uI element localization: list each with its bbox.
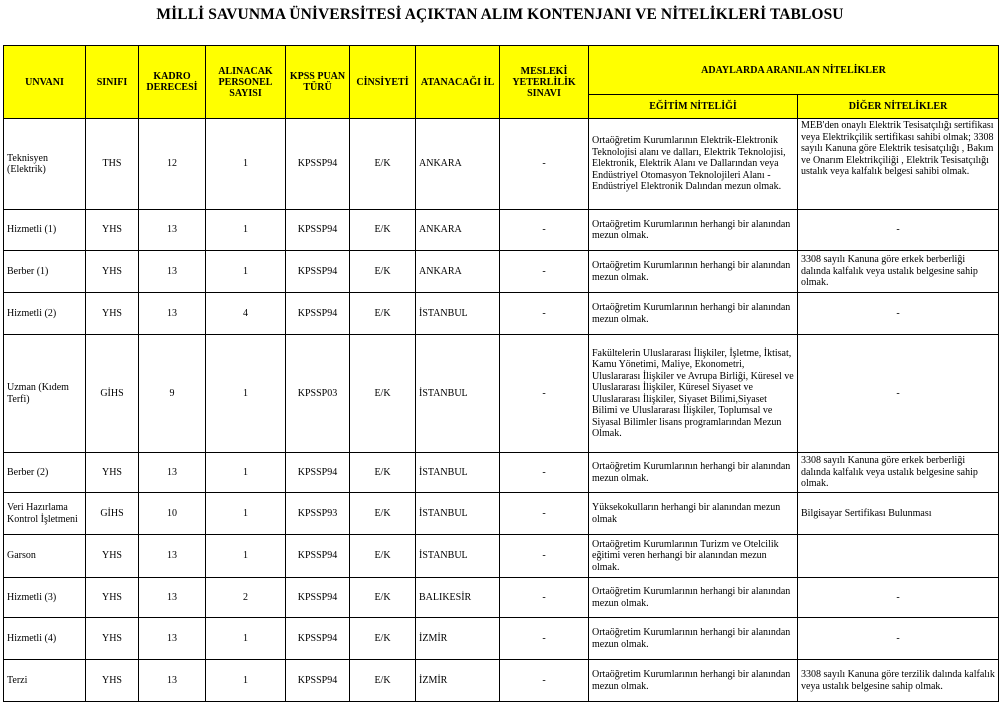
cell-egitim: Ortaöğretim Kurumlarının Elektrik-Elektronik Teknolojisi alanı ve dalları, Elektrik Teknolojisi, Elektronik, Elektrik Alanı ve Dallarından veya Endüstriyel Otomasyon Teknolojileri Alanı - Endüstriyel Elektronik Dalından mezun olmak. [589, 119, 798, 210]
cell-sinif: YHS [86, 293, 139, 335]
cell-cinsiyet: E/K [350, 293, 416, 335]
cell-diger: Bilgisayar Sertifikası Bulunması [798, 493, 999, 535]
cell-sayi: 1 [206, 453, 286, 493]
cell-kpss: KPSSP94 [286, 251, 350, 293]
cell-kpss: KPSSP94 [286, 535, 350, 578]
cell-diger: 3308 sayılı Kanuna göre erkek berberliği dalında kalfalık veya ustalık belgesine sahip olmak. [798, 453, 999, 493]
header-kpss: KPSS PUAN TÜRÜ [286, 46, 350, 119]
cell-kpss: KPSSP94 [286, 453, 350, 493]
cell-egitim: Ortaöğretim Kurumlarının herhangi bir alanından mezun olmak. [589, 210, 798, 251]
cell-egitim: Ortaöğretim Kurumlarının herhangi bir alanından mezun olmak. [589, 251, 798, 293]
cell-sayi: 1 [206, 535, 286, 578]
cell-il: İSTANBUL [416, 535, 500, 578]
cell-kpss: KPSSP94 [286, 660, 350, 702]
cell-egitim: Ortaöğretim Kurumlarının herhangi bir alanından mezun olmak. [589, 578, 798, 618]
table-row [4, 293, 999, 335]
cell-sinif: YHS [86, 210, 139, 251]
cell-unvan: Teknisyen (Elektrik) [4, 119, 86, 210]
cell-kadro: 9 [139, 335, 206, 453]
cell-sayi: 4 [206, 293, 286, 335]
cell-kadro: 13 [139, 535, 206, 578]
cell-diger: - [798, 210, 999, 251]
table-row [4, 251, 999, 293]
cell-sayi: 1 [206, 210, 286, 251]
cell-egitim: Yüksekokulların herhangi bir alanından mezun olmak [589, 493, 798, 535]
cell-il: ANKARA [416, 251, 500, 293]
cell-kpss: KPSSP94 [286, 210, 350, 251]
cell-cinsiyet: E/K [350, 119, 416, 210]
cell-kadro: 10 [139, 493, 206, 535]
cell-sinif: YHS [86, 453, 139, 493]
cell-sayi: 1 [206, 493, 286, 535]
cell-il: İSTANBUL [416, 335, 500, 453]
cell-cinsiyet: E/K [350, 493, 416, 535]
table-row [4, 578, 999, 618]
header-unvan: UNVANI [4, 46, 86, 119]
cell-egitim: Ortaöğretim Kurumlarının herhangi bir alanından mezun olmak. [589, 618, 798, 660]
table-row [4, 119, 999, 210]
cell-il: İZMİR [416, 618, 500, 660]
cell-sinif: YHS [86, 251, 139, 293]
table-row [4, 335, 999, 453]
cell-unvan: Veri Hazırlama Kontrol İşletmeni [4, 493, 86, 535]
positions-table [3, 45, 999, 702]
cell-diger: - [798, 335, 999, 453]
cell-sinif: YHS [86, 660, 139, 702]
cell-kpss: KPSSP94 [286, 578, 350, 618]
header-alinacak: ALINACAK PERSONEL SAYISI [206, 46, 286, 119]
cell-cinsiyet: E/K [350, 453, 416, 493]
cell-kpss: KPSSP03 [286, 335, 350, 453]
cell-kadro: 13 [139, 618, 206, 660]
cell-mesleki: - [500, 660, 589, 702]
cell-cinsiyet: E/K [350, 535, 416, 578]
cell-kpss: KPSSP94 [286, 618, 350, 660]
cell-kadro: 13 [139, 660, 206, 702]
cell-kadro: 13 [139, 578, 206, 618]
cell-mesleki: - [500, 293, 589, 335]
cell-il: İZMİR [416, 660, 500, 702]
cell-egitim: Ortaöğretim Kurumlarının Turizm ve Otelcilik eğitimi veren herhangi bir alanından mezun olmak. [589, 535, 798, 578]
cell-mesleki: - [500, 119, 589, 210]
cell-sinif: YHS [86, 535, 139, 578]
header-sinif: SINIFI [86, 46, 139, 119]
header-nitelikler: ADAYLARDA ARANILAN NİTELİKLER [589, 46, 999, 95]
cell-il: İSTANBUL [416, 493, 500, 535]
cell-sayi: 1 [206, 119, 286, 210]
cell-diger: - [798, 618, 999, 660]
cell-sayi: 1 [206, 660, 286, 702]
cell-unvan: Hizmetli (4) [4, 618, 86, 660]
cell-kadro: 13 [139, 293, 206, 335]
cell-unvan: Hizmetli (3) [4, 578, 86, 618]
cell-sinif: THS [86, 119, 139, 210]
header-egitim: EĞİTİM NİTELİĞİ [589, 95, 798, 119]
cell-mesleki: - [500, 210, 589, 251]
cell-kadro: 13 [139, 453, 206, 493]
cell-diger: - [798, 578, 999, 618]
cell-diger: 3308 sayılı Kanuna göre terzilik dalında kalfalık veya ustalık belgesine sahip olmak. [798, 660, 999, 702]
cell-unvan: Hizmetli (1) [4, 210, 86, 251]
page-title: MİLLİ SAVUNMA ÜNİVERSİTESİ AÇIKTAN ALIM KONTENJANI VE NİTELİKLERİ TABLOSU [156, 6, 844, 23]
cell-sayi: 1 [206, 251, 286, 293]
cell-unvan: Hizmetli (2) [4, 293, 86, 335]
cell-il: İSTANBUL [416, 293, 500, 335]
cell-sayi: 2 [206, 578, 286, 618]
cell-egitim: Ortaöğretim Kurumlarının herhangi bir alanından mezun olmak. [589, 453, 798, 493]
cell-mesleki: - [500, 453, 589, 493]
table-row [4, 453, 999, 493]
header-diger: DİĞER NİTELİKLER [798, 95, 999, 119]
cell-mesleki: - [500, 535, 589, 578]
table-row [4, 210, 999, 251]
header-mesleki: MESLEKİ YETERLİLİK SINAVI [500, 46, 589, 119]
cell-il: BALIKESİR [416, 578, 500, 618]
cell-egitim: Ortaöğretim Kurumlarının herhangi bir alanından mezun olmak. [589, 660, 798, 702]
cell-il: İSTANBUL [416, 453, 500, 493]
cell-sinif: GİHS [86, 335, 139, 453]
cell-sinif: YHS [86, 618, 139, 660]
cell-egitim: Fakültelerin Uluslararası İlişkiler, İşletme, İktisat, Kamu Yönetimi, Maliye, Ekonometri, Uluslararası İlişkiler ve Avrupa Birliği, Küresel ve Uluslararası İlişkiler, Küresel Siyaset ve Uluslararası İlişkiler, Siyaset Bilimi,Siyaset Bilimi ve Uluslararası İlişkiler, Toplumsal ve Siyasal Bilimler lisans programlarından Mezun Olmak. [589, 335, 798, 453]
header-kadro: KADRO DERECESİ [139, 46, 206, 119]
cell-diger: - [798, 293, 999, 335]
cell-mesleki: - [500, 618, 589, 660]
cell-unvan: Terzi [4, 660, 86, 702]
cell-mesleki: - [500, 251, 589, 293]
cell-kadro: 13 [139, 251, 206, 293]
cell-mesleki: - [500, 493, 589, 535]
cell-unvan: Berber (2) [4, 453, 86, 493]
cell-il: ANKARA [416, 210, 500, 251]
cell-kadro: 13 [139, 210, 206, 251]
cell-kpss: KPSSP93 [286, 493, 350, 535]
cell-cinsiyet: E/K [350, 251, 416, 293]
cell-cinsiyet: E/K [350, 660, 416, 702]
cell-mesleki: - [500, 578, 589, 618]
cell-diger [798, 535, 999, 578]
cell-egitim: Ortaöğretim Kurumlarının herhangi bir alanından mezun olmak. [589, 293, 798, 335]
cell-sinif: YHS [86, 578, 139, 618]
cell-kadro: 12 [139, 119, 206, 210]
header-il: ATANACAĞI İL [416, 46, 500, 119]
cell-cinsiyet: E/K [350, 578, 416, 618]
table-row [4, 660, 999, 702]
header-cinsiyet: CİNSİYETİ [350, 46, 416, 119]
cell-cinsiyet: E/K [350, 618, 416, 660]
cell-sayi: 1 [206, 618, 286, 660]
table-row [4, 618, 999, 660]
cell-sayi: 1 [206, 335, 286, 453]
cell-mesleki: - [500, 335, 589, 453]
cell-unvan: Uzman (Kıdem Terfi) [4, 335, 86, 453]
table-row [4, 493, 999, 535]
cell-unvan: Garson [4, 535, 86, 578]
cell-diger: MEB'den onaylı Elektrik Tesisatçılığı sertifikası veya Elektrikçilik sertifikası sahibi olmak; 3308 sayılı Kanuna göre Elektrik tesisatçılığı , Bakım ve Onarım Elektrikçiliği , Elektrik Tesisatçılığı ustalık veya kalfalık belgesi sahibi olmak. [798, 119, 999, 210]
cell-kpss: KPSSP94 [286, 119, 350, 210]
cell-cinsiyet: E/K [350, 210, 416, 251]
cell-kpss: KPSSP94 [286, 293, 350, 335]
cell-cinsiyet: E/K [350, 335, 416, 453]
cell-il: ANKARA [416, 119, 500, 210]
cell-diger: 3308 sayılı Kanuna göre erkek berberliği dalında kalfalık veya ustalık belgesine sahip olmak. [798, 251, 999, 293]
cell-sinif: GİHS [86, 493, 139, 535]
table-row [4, 535, 999, 578]
cell-unvan: Berber (1) [4, 251, 86, 293]
